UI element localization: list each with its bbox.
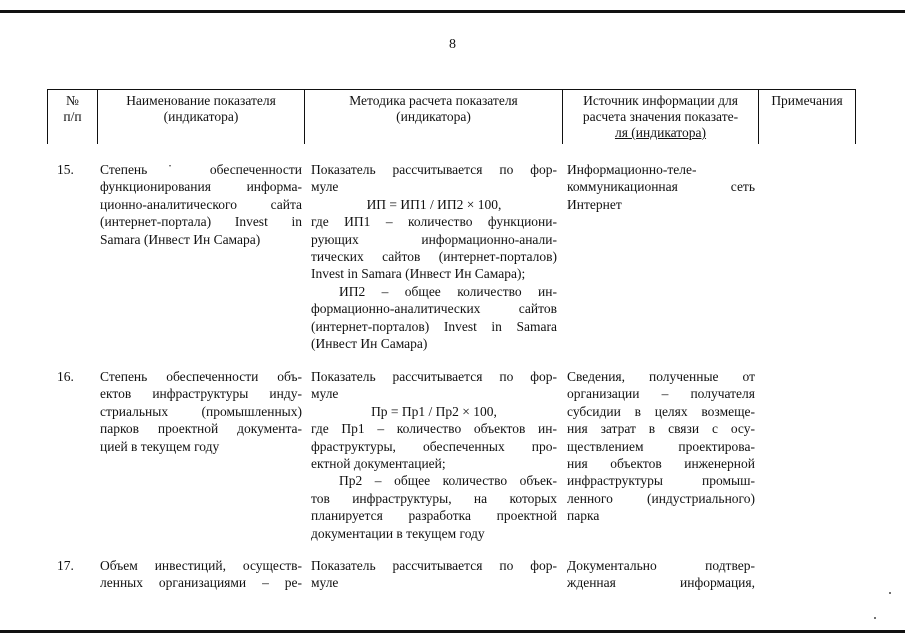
indicator-name: Степень ˙ обеспеченности функционирования информа- ционно-аналитического сайта (интернет-портала) Invest in Samara (Инвест Ин Самара)	[100, 162, 302, 247]
top-rule	[0, 10, 905, 13]
information-source: Документально подтвер- жденная информация,	[567, 558, 755, 591]
row-number: 15.	[57, 162, 74, 177]
indicator-name: Степень обеспеченности объ- ектов инфраструктуры инду- стриальных (промышленных) парков проектной документа- цией в текущем году	[100, 369, 302, 454]
row-number: 16.	[57, 369, 74, 384]
scan-speck	[874, 617, 876, 619]
header-method: Методика расчета показателя (индикатора)	[304, 89, 562, 144]
header-notes: Примечания	[758, 89, 856, 144]
header-source: Источник информации для расчета значения показате- ля (индикатора)	[562, 89, 758, 144]
bottom-rule	[0, 630, 905, 633]
calculation-method: Показатель рассчитывается по фор- муле Пр = Пр1 / Пр2 × 100, где Пр1 – количество объектов ин- фраструктуры, обеспеченных про- ектной документацией; Пр2 – общее количество объек- тов инфраструктуры, на которых планируется разработка проектной документации в текущем году	[311, 369, 557, 541]
row-number: 17.	[57, 558, 74, 573]
formula: ИП = ИП1 / ИП2 × 100,	[366, 196, 502, 212]
formula: Пр = Пр1 / Пр2 × 100,	[371, 403, 497, 419]
page-number: 8	[449, 37, 456, 52]
header-indicator-name: Наименование показателя (индикатора)	[97, 89, 304, 144]
information-source: Информационно-теле- коммуникационная сеть Интернет	[567, 162, 755, 212]
header-number: № п/п	[47, 89, 97, 144]
indicator-name: Объем инвестиций, осуществ- ленных организациями – ре-	[100, 558, 302, 591]
calculation-method: Показатель рассчитывается по фор- муле ИП = ИП1 / ИП2 × 100, где ИП1 – количество функциони- рующих информационно-анали- тических сайтов (интернет-порталов) Invest in Samara (Инвест Ин Самара); ИП2 – общее количество ин- формационно-аналитических сайтов (интернет-порталов) Invest in Samara (Инвест Ин Самара)	[311, 162, 557, 351]
scan-speck	[889, 592, 891, 594]
table-header	[47, 89, 856, 144]
calculation-method: Показатель рассчитывается по фор- муле	[311, 558, 557, 591]
information-source: Сведения, полученные от организации – получателя субсидии в целях возмеще- ния затрат в связи с осу- ществлением проектирова- ния объектов инженерной инфраструктуры промыш- ленного (индустриального) парка	[567, 369, 755, 524]
